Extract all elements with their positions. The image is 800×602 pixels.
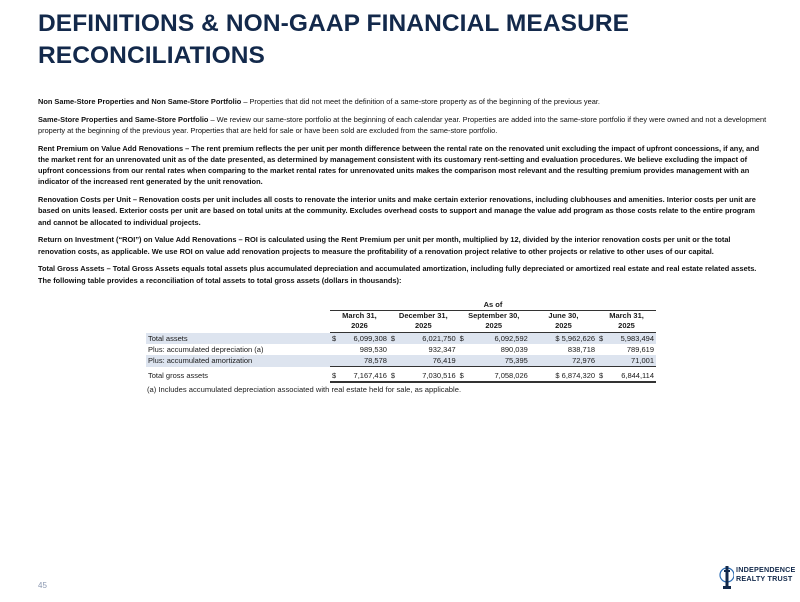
definition-total-gross-assets [38, 263, 768, 285]
table-cell: 989,530 [359, 345, 387, 354]
table-cell: 75,395 [466, 355, 530, 367]
table-row: Total assets $ 6,099,308 $ 6,021,750 $ 6,092,592 $ 5,962,626 $ 5,983,494 [148, 333, 654, 343]
row-label: Total assets [146, 333, 330, 345]
column-header-row [146, 311, 656, 333]
definition-term: Total Gross Assets [38, 264, 105, 274]
table-row [146, 344, 656, 355]
definition-term: Renovation Costs per Unit [38, 195, 131, 205]
table-cell: 6,021,750 [397, 333, 458, 345]
table-cell: 5,983,494 [605, 333, 656, 345]
column-header: March 31, 2025 [597, 311, 656, 333]
logo-text-line-1: INDEPENDENCE [736, 565, 796, 574]
page-title-line-2: RECONCILIATIONS [38, 42, 265, 69]
table-cell: $ 5,962,626 [538, 333, 597, 345]
table-cell: 7,167,416 [338, 367, 389, 383]
table-cell: 7,058,026 [466, 367, 530, 383]
table-cell: 7,030,516 [397, 367, 458, 383]
definition-body: – Total Gross Assets equals total assets plus accumulated depreciation and accumulated amortization, including fully depreciated or amortized real estate and real estate related assets. The following table provides a reconciliation of total assets to total gross assets (dollars in thousands): [38, 264, 757, 285]
reconciliation-table [146, 299, 656, 383]
row-label: Plus: accumulated depreciation (a) [148, 345, 264, 354]
definition-term: Return on Investment (“ROI”) on Value Add Renovations [38, 235, 237, 245]
building-icon [718, 564, 734, 592]
as-of-header: As of [330, 299, 656, 311]
definition-body: – The rent premium reflects the per unit per month difference between the rental rate on the renovated unit excluding the impact of upfront concessions, if any, and the market rent for an unrenovated unit as of the date presented, as determined by management consistent with its customary rent-setting and evaluation procedures. We believe excluding the impact of upfront concessions from our rental rates when comparing to the market rental rates for unrenovated units makes the comparison most relevant and the resulting premium provides management with an indicator of the increased rent generated by the unit renovation. [38, 143, 760, 187]
table-footnote: (a) Includes accumulated depreciation associated with real estate held for sale, as applicable. [147, 385, 462, 394]
definition-term: Rent Premium on Value Add Renovations [38, 143, 184, 153]
table-cell: $ 6,874,320 [538, 367, 597, 383]
reconciliation-table-container [146, 299, 656, 383]
definition-same-store [38, 114, 768, 136]
definition-roi [38, 234, 768, 256]
page-title [38, 8, 758, 72]
row-label: Plus: accumulated amortization [146, 355, 330, 367]
definition-term: Non Same-Store Properties and Non Same-Store Portfolio [38, 97, 242, 106]
definition-renovation-costs [38, 194, 768, 228]
page-title-line-1: DEFINITIONS & NON-GAAP FINANCIAL MEASURE [38, 10, 630, 37]
definition-non-same-store [38, 96, 768, 107]
definition-body: – We review our same-store portfolio at the beginning of each calendar year. Properties are added into the same-store portfolio if they were owned and not a development property at the beginning of the previous year. Properties that are held for sale or have been sold are excluded from the same-store portfolio. [38, 114, 767, 135]
definition-body: – Renovation costs per unit includes all costs to renovate the interior units and make certain exterior renovations, including clubhouses and amenities. Interior costs per unit are based on units leased. Exterior costs per unit are based on total units at the community. Excludes overhead costs to support and manage the value add program as those costs relate to the entire program and cannot be allocated to individual projects. [38, 195, 756, 227]
column-header: March 31, 2026 [330, 311, 389, 333]
table-cell: 6,092,592 [466, 333, 530, 345]
table-cell: 71,001 [605, 355, 656, 367]
table-cell: 6,844,114 [605, 367, 656, 383]
table-cell: 6,099,308 [338, 333, 389, 345]
column-header: December 31, 2025 [389, 311, 458, 333]
table-cell: 72,976 [538, 355, 597, 367]
page-number: 45 [38, 581, 47, 590]
definition-body: – ROI is calculated using the Rent Premium per unit per month, multiplied by 12, divided by the interior renovation costs per unit or the total renovation costs, as applicable. We use ROI on value add renovation projects to measure the profitability of a renovation project relative to other projects or relative to other uses of our capital. [38, 235, 731, 256]
column-header: September 30, 2025 [458, 311, 530, 333]
column-header: June 30, 2025 [530, 311, 597, 333]
table-cell: 76,419 [397, 355, 458, 367]
definitions-section [38, 96, 768, 292]
table-cell: 890,039 [500, 345, 528, 354]
row-label: Total gross assets [148, 371, 209, 381]
definition-term: Same-Store Properties and Same-Store Portfolio [38, 114, 209, 124]
table-cell: 789,619 [626, 345, 654, 354]
company-logo [716, 560, 800, 600]
definition-body: – Properties that did not meet the definition of a same-store property as of the beginning of the previous year. [241, 97, 600, 106]
table-cell: 78,578 [338, 355, 389, 367]
table-cell: 838,718 [567, 345, 596, 354]
table-row-total: Total gross assets $ 7,167,416 $ 7,030,516 $ 7,058,026 $ 6,874,320 $ 6,844,114 [146, 367, 656, 383]
logo-text-line-2: REALTY TRUST [736, 573, 793, 583]
table-cell: 932,347 [428, 345, 456, 354]
definition-rent-premium [38, 143, 768, 188]
table-row [146, 355, 656, 367]
